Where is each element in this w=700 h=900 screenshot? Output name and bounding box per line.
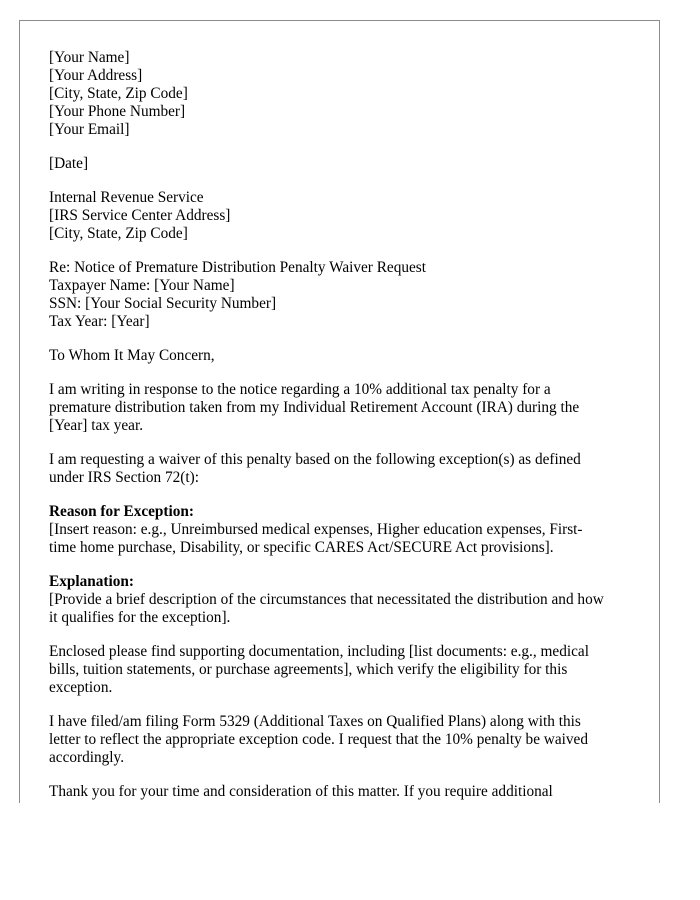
reference-subject: Re: Notice of Premature Distribution Penalty Waiver Request xyxy=(49,259,426,276)
sender-address: [Your Address] xyxy=(49,67,143,84)
sender-city-state-zip: [City, State, Zip Code] xyxy=(49,85,188,102)
paragraph-line: Enclosed please find supporting documentation, including [list documents: e.g., medical xyxy=(49,643,589,660)
recipient-address: [IRS Service Center Address] xyxy=(49,207,231,224)
sender-phone: [Your Phone Number] xyxy=(49,103,186,120)
reason-heading: Reason for Exception: xyxy=(49,503,195,520)
date-block xyxy=(49,155,641,173)
paragraph-line: I have filed/am filing Form 5329 (Additional Taxes on Qualified Plans) along with this xyxy=(49,713,581,730)
letter-page xyxy=(19,20,660,803)
explanation-heading: Explanation: xyxy=(49,573,135,590)
paragraph-line: premature distribution taken from my Individual Retirement Account (IRA) during the xyxy=(49,399,580,416)
paragraph-line: it qualifies for the exception]. xyxy=(49,609,231,626)
paragraph-line: accordingly. xyxy=(49,749,125,766)
request-paragraph xyxy=(49,451,641,487)
closing-paragraph xyxy=(49,783,641,801)
paragraph-line: bills, tuition statements, or purchase agreements], which verify the eligibility for this xyxy=(49,661,568,678)
recipient-block xyxy=(49,189,641,243)
explanation-section xyxy=(49,573,641,627)
sender-name: [Your Name] xyxy=(49,49,130,66)
paragraph-line: Thank you for your time and consideration of this matter. If you require additional xyxy=(49,783,553,800)
sender-block xyxy=(49,49,641,139)
paragraph-line: under IRS Section 72(t): xyxy=(49,469,199,486)
reference-ssn: SSN: [Your Social Security Number] xyxy=(49,295,277,312)
sender-email: [Your Email] xyxy=(49,121,130,138)
reference-block xyxy=(49,259,641,331)
recipient-city-state-zip: [City, State, Zip Code] xyxy=(49,225,188,242)
recipient-name: Internal Revenue Service xyxy=(49,189,204,206)
paragraph-line: [Year] tax year. xyxy=(49,417,144,434)
paragraph-line: letter to reflect the appropriate exception code. I request that the 10% penalty be waived xyxy=(49,731,588,748)
reference-taxpayer: Taxpayer Name: [Your Name] xyxy=(49,277,235,294)
intro-paragraph xyxy=(49,381,641,435)
reference-tax-year: Tax Year: [Year] xyxy=(49,313,150,330)
paragraph-line: [Provide a brief description of the circumstances that necessitated the distribution and how xyxy=(49,591,604,608)
letter-body xyxy=(49,49,641,803)
paragraph-line: [Insert reason: e.g., Unreimbursed medical expenses, Higher education expenses, First- xyxy=(49,521,583,538)
enclosed-paragraph xyxy=(49,643,641,697)
letter-date: [Date] xyxy=(49,155,89,172)
paragraph-line: time home purchase, Disability, or specific CARES Act/SECURE Act provisions]. xyxy=(49,539,554,556)
salutation-block xyxy=(49,347,641,365)
paragraph-line: I am writing in response to the notice regarding a 10% additional tax penalty for a xyxy=(49,381,551,398)
paragraph-line: I am requesting a waiver of this penalty based on the following exception(s) as defined xyxy=(49,451,581,468)
form-paragraph xyxy=(49,713,641,767)
salutation: To Whom It May Concern, xyxy=(49,347,215,364)
paragraph-line: exception. xyxy=(49,679,113,696)
reason-section xyxy=(49,503,641,557)
